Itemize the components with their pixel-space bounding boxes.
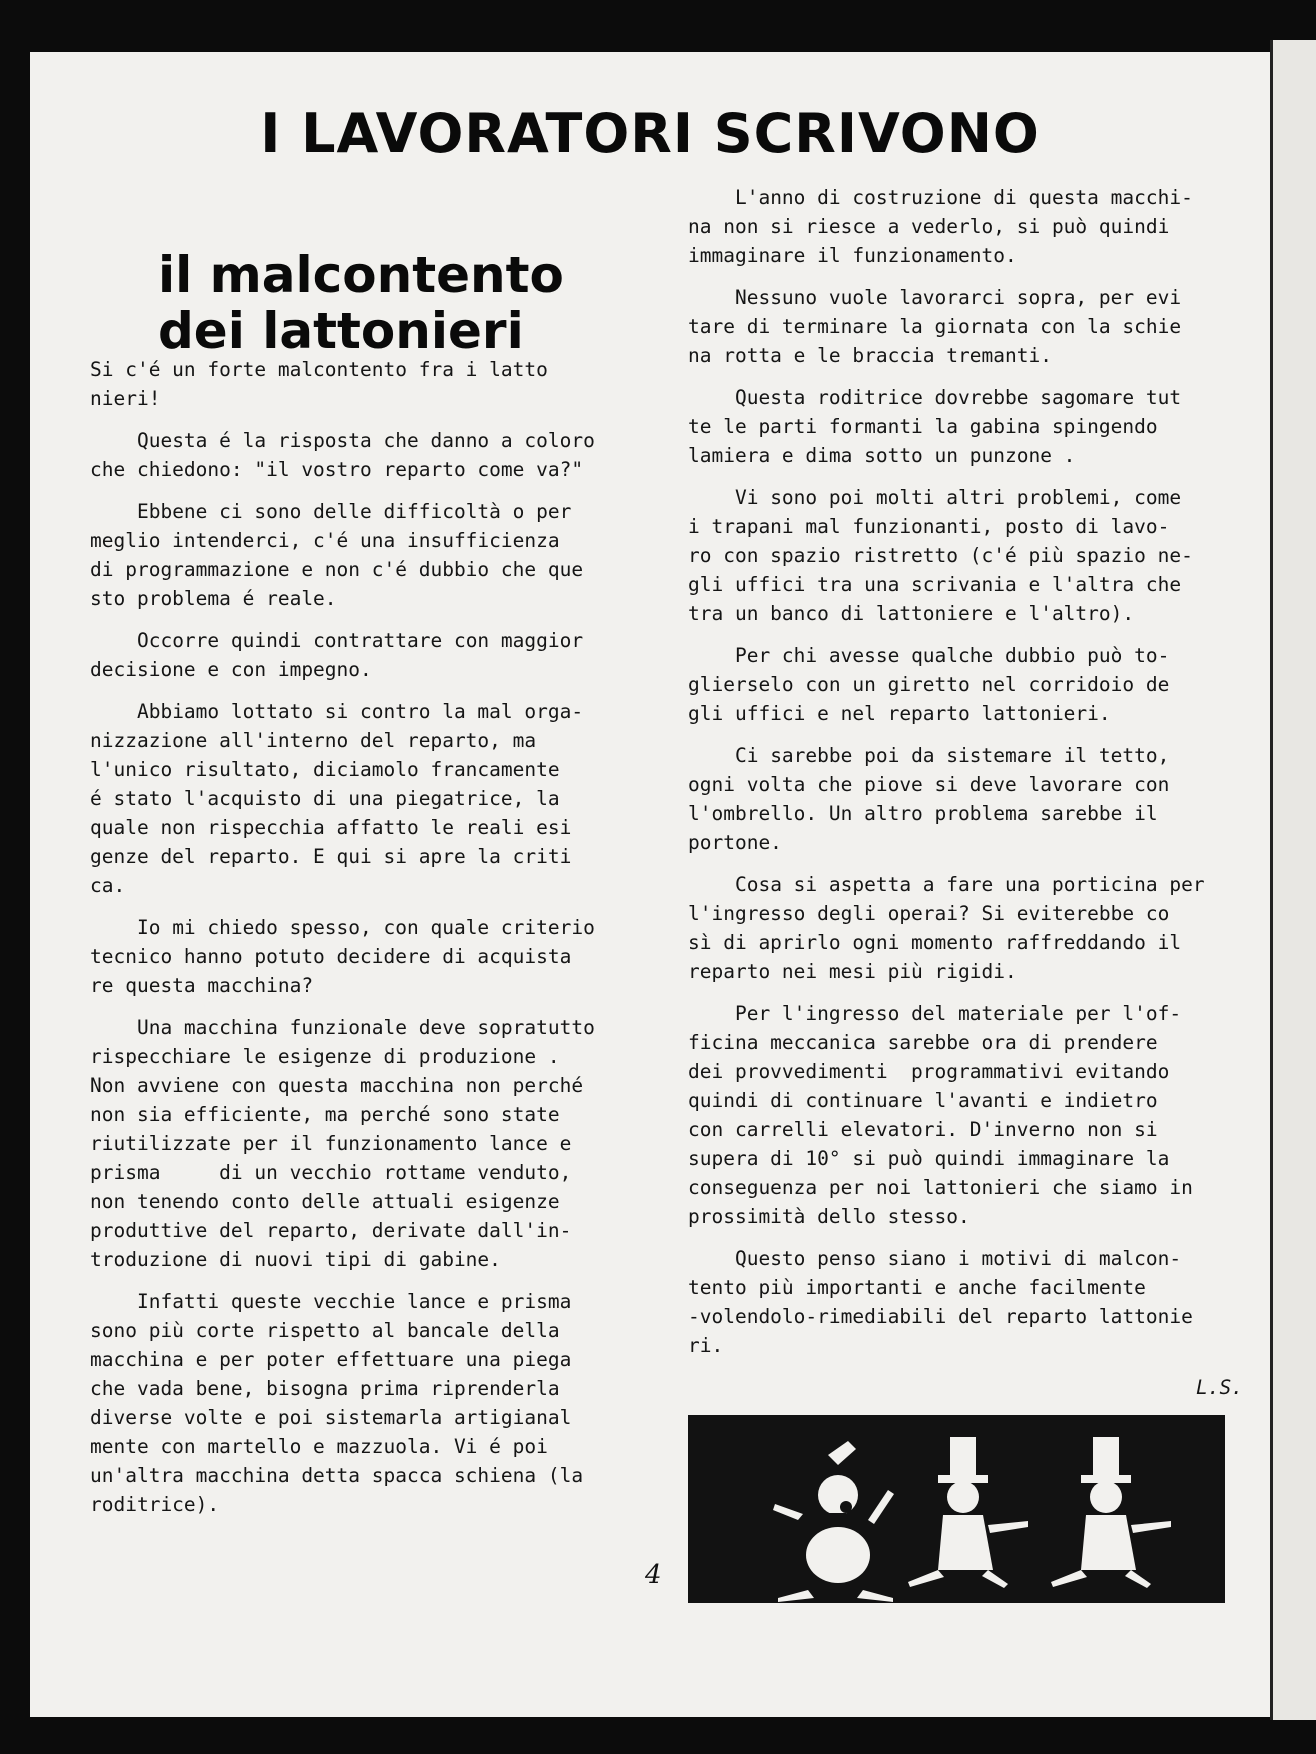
paragraph: Ci sarebbe poi da sistemare il tetto, ogni volta che piove si deve lavorare con l'ombrello. Un altro problema sarebbe il portone. — [688, 744, 1170, 854]
article-title — [158, 247, 638, 359]
paragraph: Io mi chiedo spesso, con quale criterio tecnico hanno potuto decidere di acquista re questa macchina? — [90, 916, 595, 997]
paragraph: Vi sono poi molti altri problemi, come i trapani mal funzionanti, posto di lavo- ro con spazio ristretto (c'é più spazio ne- gli uffici tra una scrivania e l'altra che tra un banco di lattoniere e l'altro). — [688, 486, 1193, 625]
left-column — [90, 355, 690, 1532]
signature: L.S. — [1196, 1376, 1243, 1399]
paragraph: Infatti queste vecchie lance e prisma sono più corte rispetto al bancale della macchina e per poter effettuare una piega che vada bene, bisogna prima riprenderla diverse volte e poi sistemarla artigianal mente con martello e mazzuola. Vi é poi un'altra macchina detta spacca schiena (la roditrice). — [90, 1290, 584, 1516]
paragraph: Questa é la risposta che danno a coloro che chiedono: "il vostro reparto come va?" — [90, 429, 595, 481]
paragraph: Una macchina funzionale deve sopratutto rispecchiare le esigenze di produzione . Non avviene con questa macchina non perché non sia efficiente, ma perché sono state riutilizzate per il funzionamento lance e prisma di un vecchio rottame venduto, non tenendo conto delle attuali esigenze produttive del reparto, derivate dall'in- troduzione di nuovi tipi di gabine. — [90, 1016, 595, 1271]
article-title-line-1: il malcontento — [158, 246, 564, 304]
paragraph: L'anno di costruzione di questa macchi- na non si riesce a vederlo, si può quindi immaginare il funzionamento. — [688, 186, 1193, 267]
paragraph: Si c'é un forte malcontento fra i latto nieri! — [90, 358, 548, 410]
paragraph: Questa roditrice dovrebbe sagomare tut te le parti formanti la gabina spingendo lamiera e dima sotto un punzone . — [688, 386, 1182, 467]
paragraph: Occorre quindi contrattare con maggior decisione e con impegno. — [90, 629, 584, 681]
paragraph: Abbiamo lottato si contro la mal orga- nizzazione all'interno del reparto, ma l'unico risultato, diciamolo francamente é stato l'acquisto di una piegatrice, la quale non rispecchia affatto le reali esi genze del reparto. E qui si apre la criti ca. — [90, 700, 584, 897]
paragraph: Cosa si aspetta a fare una porticina per l'ingresso degli operai? Si eviterebbe co sì di aprirlo ogni momento raffreddando il reparto nei mesi più rigidi. — [688, 873, 1205, 983]
paragraph: Ebbene ci sono delle difficoltà o per meglio intenderci, c'é una insufficienza di programmazione e non c'é dubbio che que sto problema é reale. — [90, 500, 584, 610]
paragraph: Per chi avesse qualche dubbio può to- glierselo con un giretto nel corridoio de gli uffici e nel reparto lattonieri. — [688, 644, 1170, 725]
next-page-edge — [1270, 40, 1316, 1720]
paragraph: Nessuno vuole lavorarci sopra, per evi tare di terminare la giornata con la schie na rotta e le braccia tremanti. — [688, 286, 1182, 367]
paragraph: Questo penso siano i motivi di malcon- tento più importanti e anche facilmente -volendolo-rimediabili del reparto lattonie ri. — [688, 1247, 1193, 1357]
paragraph: Per l'ingresso del materiale per l'of- ficina meccanica sarebbe ora di prendere dei provvedimenti programmativi evitando quindi di continuare l'avanti e indietro con carrelli elevatori. D'inverno non si supera di 10° si può quindi immaginare la conseguenza per noi lattonieri che siamo in prossimità dello stesso. — [688, 1002, 1193, 1228]
page-number: 4 — [645, 1560, 662, 1590]
page-headline: I LAVORATORI SCRIVONO — [260, 102, 1040, 165]
right-column — [688, 183, 1273, 1603]
workers-cartoon-icon — [688, 1415, 1225, 1603]
cartoon-illustration — [688, 1415, 1225, 1603]
article-title-line-2: dei lattonieri — [158, 302, 524, 360]
